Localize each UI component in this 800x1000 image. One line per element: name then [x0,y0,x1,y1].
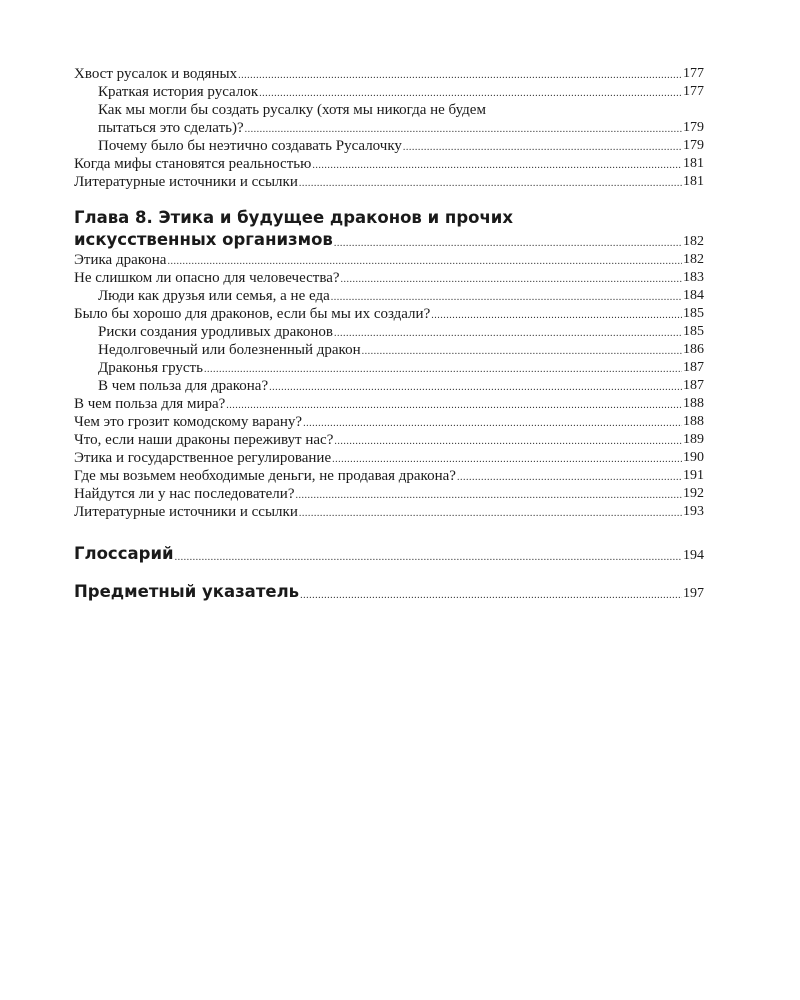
dot-leader [403,141,682,155]
toc-entry[interactable] [74,395,704,413]
toc-entry-title: Недолговечный или болезненный дракон [98,342,361,358]
toc-entry-title: В чем польза для дракона? [98,378,269,394]
toc-page-number: 183 [683,270,704,285]
toc-entry-title: Что, если наши драконы переживут нас? [74,432,334,448]
toc-entry[interactable] [74,449,704,467]
toc-entry[interactable] [74,251,704,269]
toc-entry[interactable] [74,305,704,323]
toc-page-number: 179 [683,120,704,135]
toc-subentry[interactable] [74,359,704,377]
toc-page-number: 197 [683,586,704,601]
toc-subentry[interactable] [74,137,704,155]
toc-entry[interactable] [74,65,704,83]
index-title: Предметный указатель [74,582,300,601]
toc-page-number: 181 [683,174,704,189]
toc-page-number: 182 [683,234,704,249]
dot-leader [457,471,682,485]
toc-entry-title: Люди как друзья или семья, а не еда [98,288,330,304]
toc-page-number: 185 [683,306,704,321]
toc-page-number: 192 [683,486,704,501]
dot-leader [303,417,682,431]
toc-page-number: 185 [683,324,704,339]
toc-entry-title: Хвост русалок и водяных [74,66,238,82]
toc-page-number: 177 [683,84,704,99]
dot-leader [334,237,682,251]
toc-page-number: 177 [683,66,704,81]
dot-leader [334,327,682,341]
toc-subentry[interactable] [74,287,704,305]
toc-entry-title: Риски создания уродливых драконов [98,324,333,340]
toc-entry-title-line1: Как мы могли бы создать русалку (хотя мы никогда не будем [98,102,486,118]
toc-entry-title: Было бы хорошо для драконов, если бы мы их создали? [74,306,431,322]
toc-entry-title: Найдутся ли у нас последователи? [74,486,295,502]
toc-entry[interactable] [74,431,704,449]
dot-leader [269,381,682,395]
toc-page-number: 186 [683,342,704,357]
toc-page-number: 187 [683,378,704,393]
dot-leader [226,399,682,413]
dot-leader [334,435,682,449]
glossary-title: Глоссарий [74,544,174,563]
toc-page-number: 190 [683,450,704,465]
toc-entry[interactable] [74,155,704,173]
toc-entry-title: В чем польза для мира? [74,396,226,412]
dot-leader [175,551,682,565]
toc-page-number: 179 [683,138,704,153]
dot-leader [332,453,682,467]
toc-entry[interactable] [74,413,704,431]
toc-subentry[interactable] [74,83,704,101]
toc-entry-title: Где мы возьмем необходимые деньги, не продавая дракона? [74,468,456,484]
toc-page-number: 184 [683,288,704,303]
chapter-entry[interactable] [74,229,704,251]
dot-leader [299,177,682,191]
glossary-entry[interactable] [74,543,704,565]
toc-entry-title: Этика и государственное регулирование [74,450,332,466]
toc-subentry[interactable] [74,323,704,341]
toc-page-number: 187 [683,360,704,375]
dot-leader [295,489,682,503]
toc-subentry[interactable] [74,341,704,359]
toc-entry[interactable] [74,269,704,287]
dot-leader [204,363,682,377]
table-of-contents [74,65,704,603]
toc-subentry[interactable] [74,119,704,137]
toc-entry-title: Когда мифы становятся реальностью [74,156,312,172]
dot-leader [245,123,682,137]
toc-page-number: 194 [683,548,704,563]
toc-entry[interactable] [74,485,704,503]
toc-entry-title: Драконья грусть [98,360,203,376]
dot-leader [431,309,682,323]
chapter-heading: Глава 8. Этика и будущее драконов и прочих [74,208,513,227]
toc-entry-title: пытаться это сделать)? [98,120,244,136]
toc-entry[interactable] [74,467,704,485]
toc-entry-title: Краткая история русалок [98,84,259,100]
dot-leader [238,69,682,83]
toc-entry-title: Этика дракона [74,252,167,268]
toc-page-number: 188 [683,396,704,411]
toc-entry-title: Не слишком ли опасно для человечества? [74,270,340,286]
toc-page-number: 191 [683,468,704,483]
dot-leader [167,255,682,269]
toc-entry[interactable] [74,173,704,191]
toc-entry-title: Литературные источники и ссылки [74,174,298,190]
dot-leader [312,159,682,173]
toc-entry-title: Литературные источники и ссылки [74,504,298,520]
toc-subentry[interactable] [74,377,704,395]
toc-page-number: 193 [683,504,704,519]
dot-leader [331,291,682,305]
dot-leader [362,345,682,359]
dot-leader [299,507,682,521]
dot-leader [300,589,682,603]
toc-page-number: 188 [683,414,704,429]
index-entry[interactable] [74,581,704,603]
toc-page-number: 181 [683,156,704,171]
toc-entry-title: Почему было бы неэтично создавать Русалочку [98,138,402,154]
dot-leader [259,87,682,101]
toc-entry[interactable] [74,503,704,521]
toc-page-number: 182 [683,252,704,267]
toc-entry-title: Чем это грозит комодскому варану? [74,414,303,430]
dot-leader [341,273,682,287]
toc-page-number: 189 [683,432,704,447]
chapter-heading-line2: искусственных организмов [74,230,333,249]
